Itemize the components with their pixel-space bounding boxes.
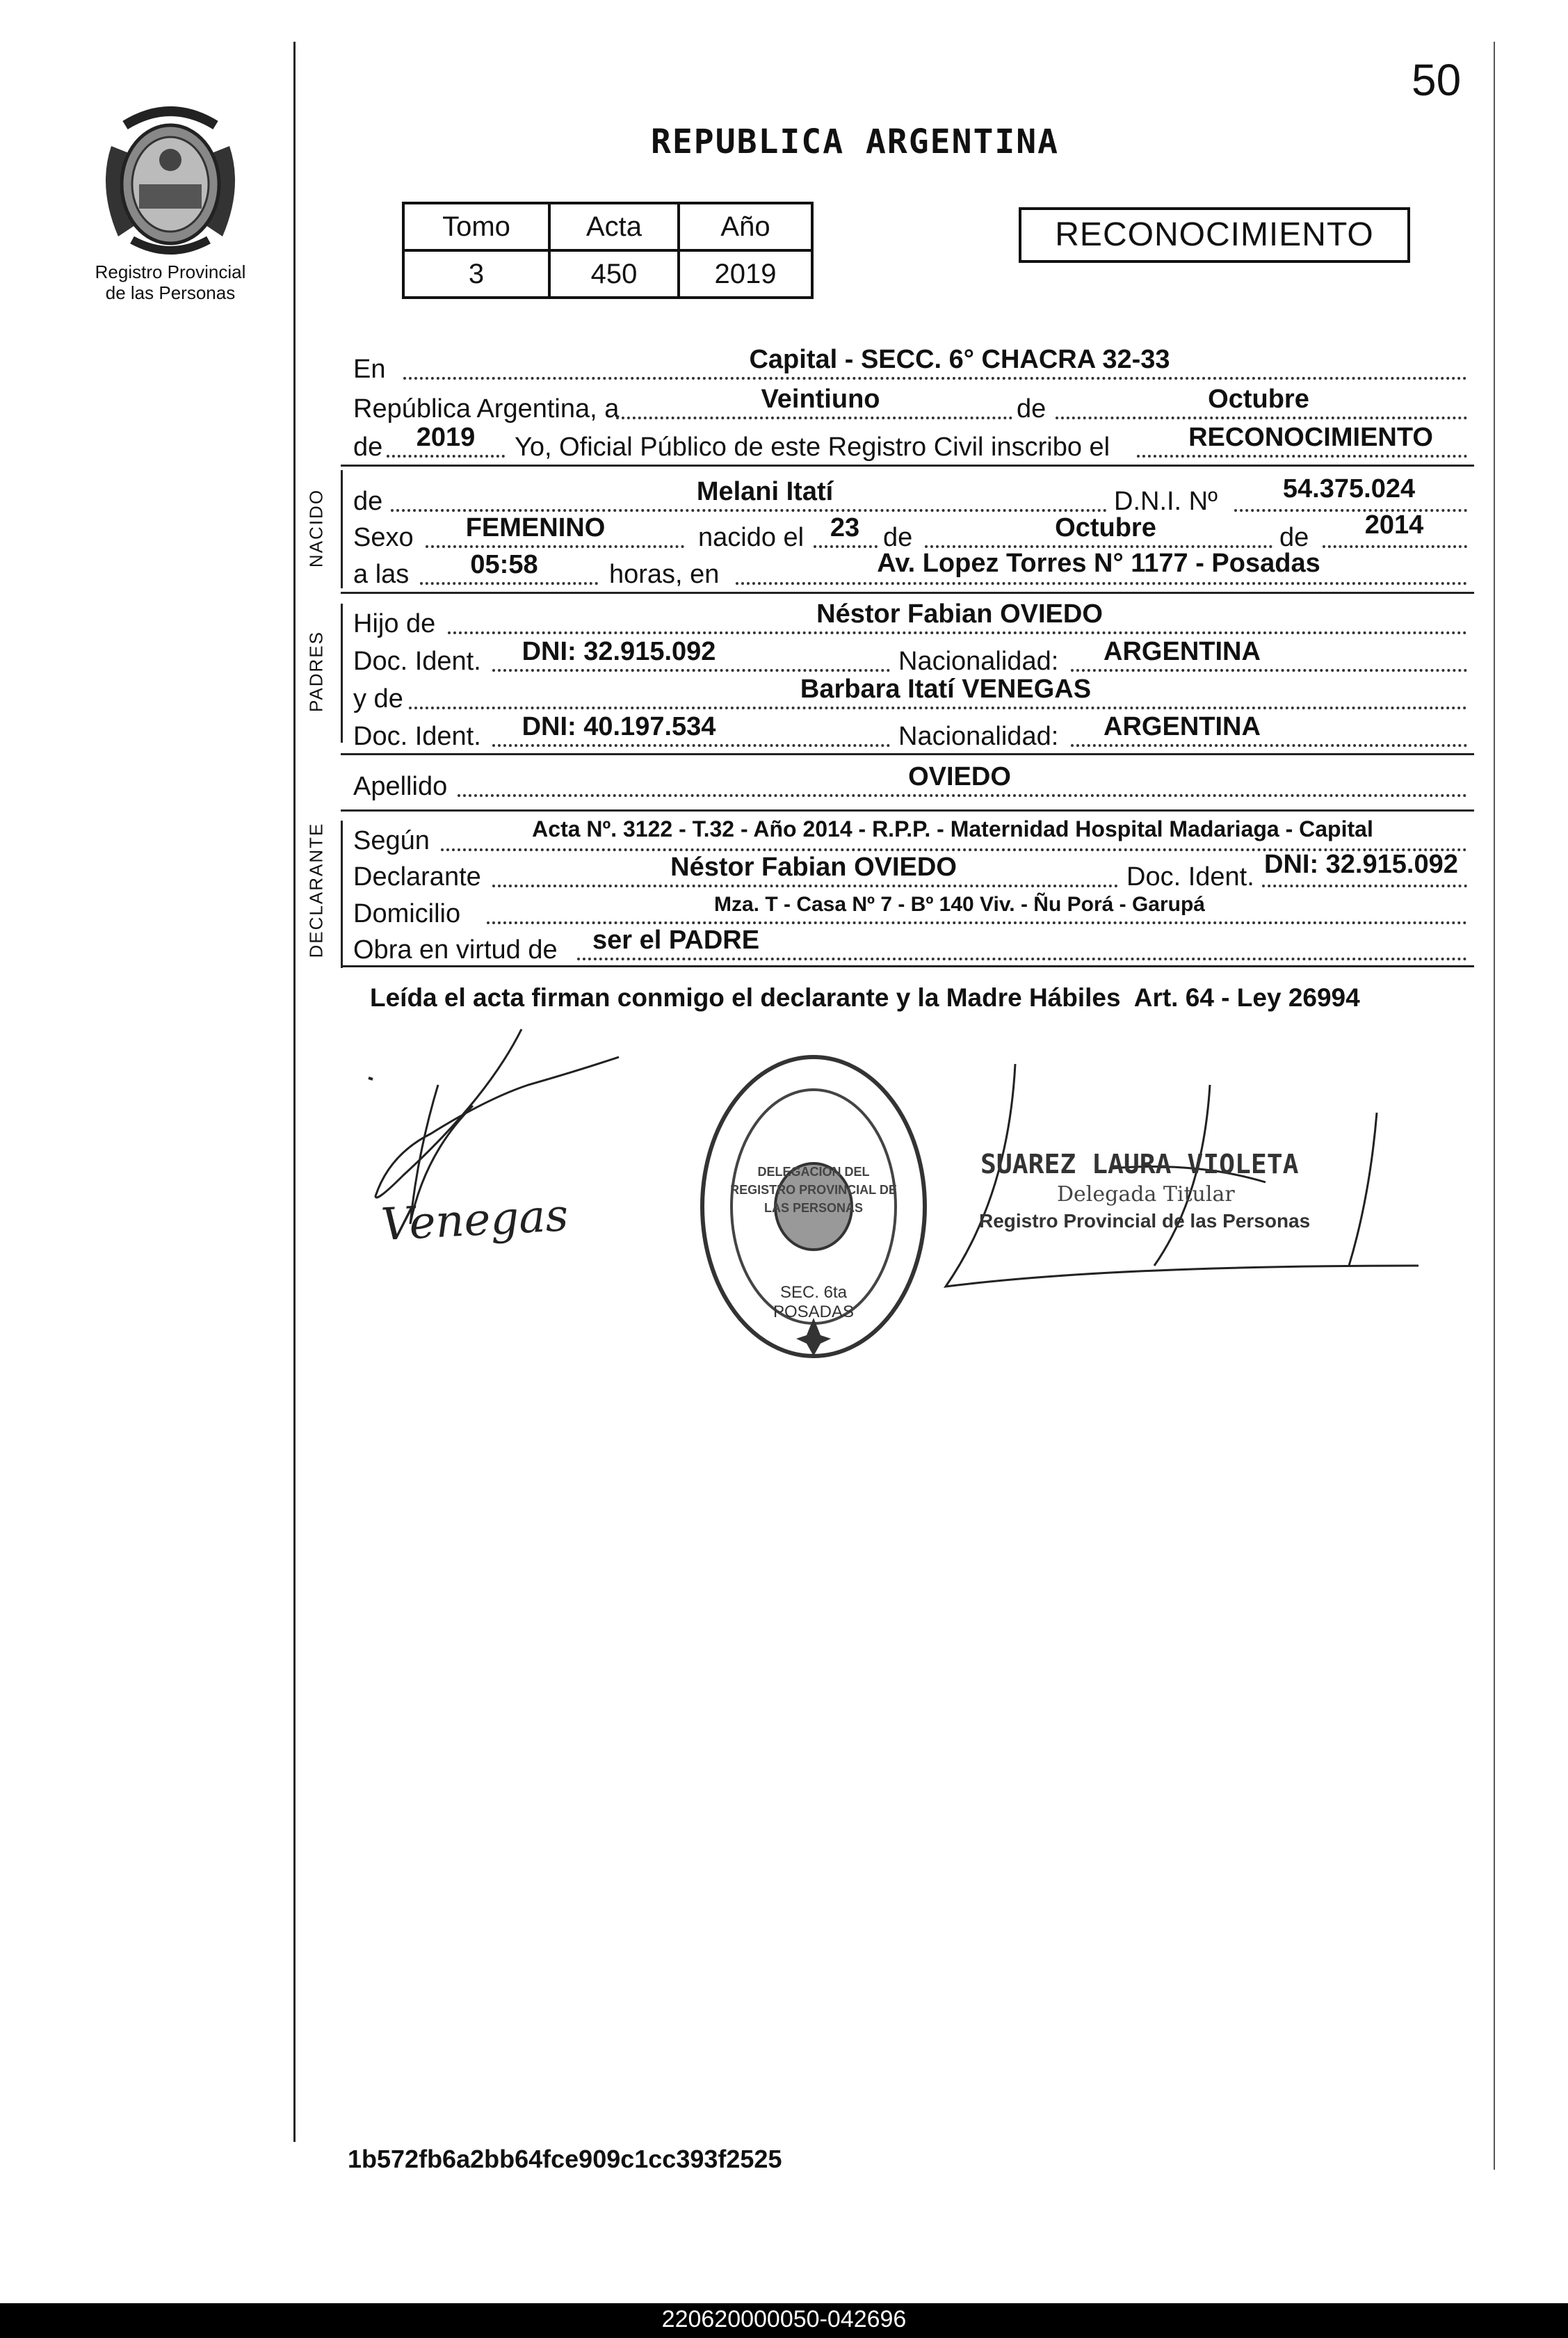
dotted-line — [736, 582, 1467, 585]
label-y-de: y de — [353, 684, 403, 714]
logo-caption-line2: de las Personas — [105, 282, 236, 303]
footer-code: 220620000050-042696 — [661, 2306, 907, 2332]
value-mother-nationality: ARGENTINA — [1104, 712, 1261, 741]
value-year: 2019 — [416, 423, 476, 452]
table-value-tomo: 3 — [403, 250, 549, 298]
label-republica: República Argentina, a — [353, 394, 620, 424]
section-divider — [341, 809, 1474, 812]
dotted-line — [387, 455, 505, 458]
section-divider — [341, 592, 1474, 594]
label-apellido: Apellido — [353, 772, 448, 801]
label-en: En — [353, 355, 386, 384]
dotted-line — [814, 545, 878, 548]
label-sexo: Sexo — [353, 523, 414, 552]
value-father-nationality: ARGENTINA — [1104, 637, 1261, 666]
table-header-ano: Año — [679, 203, 812, 250]
dotted-line — [458, 794, 1467, 797]
left-margin-line — [293, 42, 296, 2142]
dotted-line — [426, 545, 684, 548]
table-header-tomo: Tomo — [403, 203, 549, 250]
act-type-box: RECONOCIMIENTO — [1019, 207, 1410, 263]
declarante-bracket — [341, 821, 343, 968]
value-birth-place: Av. Lopez Torres N° 1177 - Posadas — [877, 549, 1320, 578]
table-value-ano: 2019 — [679, 250, 812, 298]
value-sex: FEMENINO — [465, 513, 606, 542]
seal-inner-text: SEC. 6ta POSADAS — [773, 1283, 855, 1321]
label-declarante: Declarante — [353, 862, 481, 892]
dotted-line — [492, 885, 1118, 887]
side-label-padres: PADRES — [305, 631, 327, 712]
value-day: Veintiuno — [761, 385, 880, 414]
document-hash: 1b572fb6a2bb64fce909c1cc393f2525 — [348, 2145, 782, 2173]
dotted-line — [492, 744, 890, 747]
dotted-line — [1262, 885, 1467, 887]
dotted-line — [616, 417, 1012, 419]
dotted-line — [925, 545, 1272, 548]
label-doc-ident-2: Doc. Ident. — [353, 722, 481, 751]
label-de3: de — [1279, 523, 1309, 552]
closing-text: Leída el acta firman conmigo el declarante y la Madre Hábiles Art. 64 - Ley 26994 — [370, 983, 1360, 1012]
value-child-name: Melani Itatí — [696, 477, 834, 506]
section-divider — [341, 965, 1474, 967]
province-logo — [97, 104, 243, 257]
label-doc-ident-1: Doc. Ident. — [353, 647, 481, 676]
table-header-acta: Acta — [549, 203, 679, 250]
nacido-bracket — [341, 470, 343, 588]
label-de-name: de — [353, 487, 383, 516]
dotted-line — [487, 921, 1467, 924]
table-value-acta: 450 — [549, 250, 679, 298]
section-divider — [341, 465, 1474, 467]
dotted-line — [492, 669, 890, 672]
value-capacity: ser el PADRE — [592, 926, 760, 955]
label-dni-no: D.N.I. Nº — [1114, 487, 1218, 516]
official-office: Registro Provincial de las Personas — [979, 1210, 1311, 1232]
value-address: Mza. T - Casa Nº 7 - Bº 140 Viv. - Ñu Porá - Garupá — [714, 893, 1205, 916]
dotted-line — [577, 958, 1467, 960]
value-father-doc: DNI: 32.915.092 — [522, 637, 716, 666]
signature-venegas: Venegas — [380, 1190, 570, 1251]
label-segun: Según — [353, 826, 430, 855]
dotted-line — [420, 582, 598, 585]
logo-caption-line1: Registro Provincial — [95, 261, 246, 282]
side-label-nacido: NACIDO — [305, 488, 327, 568]
value-declarant-doc: DNI: 32.915.092 — [1264, 850, 1458, 879]
value-place: Capital - SECC. 6° CHACRA 32-33 — [749, 345, 1170, 374]
document-title: REPUBLICA ARGENTINA — [651, 122, 1060, 161]
label-nacido-el: nacido el — [698, 523, 805, 552]
dotted-line — [1323, 545, 1467, 548]
label-doc-ident-3: Doc. Ident. — [1126, 862, 1254, 892]
value-act: RECONOCIMIENTO — [1188, 423, 1433, 452]
value-month: Octubre — [1208, 385, 1309, 414]
value-mother-doc: DNI: 40.197.534 — [522, 712, 716, 741]
dotted-line — [1137, 455, 1467, 458]
page-number: 50 — [1412, 55, 1462, 105]
official-role: Delegada Titular — [1057, 1182, 1235, 1207]
label-obra: Obra en virtud de — [353, 935, 558, 965]
section-divider — [341, 753, 1474, 755]
dotted-line — [1071, 669, 1467, 672]
value-birth-month: Octubre — [1055, 513, 1156, 542]
label-de-year: de — [353, 433, 383, 462]
label-de2: de — [883, 523, 913, 552]
seal-ring-text: DELEGACION DEL REGISTRO PROVINCIAL DE LAS PERSONAS — [730, 1165, 897, 1215]
label-hijo-de: Hijo de — [353, 609, 436, 638]
label-nacionalidad-1: Nacionalidad: — [898, 647, 1059, 676]
padres-bracket — [341, 604, 343, 743]
label-a-las: a las — [353, 560, 410, 589]
value-child-dni: 54.375.024 — [1282, 474, 1416, 503]
label-yo-oficial: Yo, Oficial Público de este Registro Civil inscribo el — [515, 433, 1110, 462]
dotted-line — [1056, 417, 1467, 419]
value-birth-year: 2014 — [1364, 510, 1424, 540]
right-margin-line — [1494, 42, 1495, 2170]
label-horas-en: horas, en — [609, 560, 720, 589]
label-domicilio: Domicilio — [353, 899, 461, 928]
value-birth-time: 05:58 — [470, 550, 538, 579]
dotted-line — [403, 377, 1467, 380]
value-surname: OVIEDO — [908, 762, 1011, 791]
dotted-line — [1071, 744, 1467, 747]
dotted-line — [409, 707, 1467, 709]
value-segun: Acta Nº. 3122 - T.32 - Año 2014 - R.P.P. - Maternidad Hospital Madariaga - Capital — [532, 816, 1373, 841]
dotted-line — [448, 631, 1467, 634]
official-name: SUAREZ LAURA VIOLETA — [980, 1149, 1299, 1179]
value-mother-name: Barbara Itatí VENEGAS — [800, 675, 1092, 704]
label-nacionalidad-2: Nacionalidad: — [898, 722, 1059, 751]
value-birth-day: 23 — [830, 513, 860, 542]
value-declarant: Néstor Fabian OVIEDO — [670, 853, 957, 882]
dotted-line — [391, 509, 1107, 512]
record-table — [402, 202, 814, 299]
value-father-name: Néstor Fabian OVIEDO — [816, 599, 1103, 629]
side-label-declarante: DECLARANTE — [305, 822, 327, 958]
label-de-month: de — [1017, 394, 1046, 424]
